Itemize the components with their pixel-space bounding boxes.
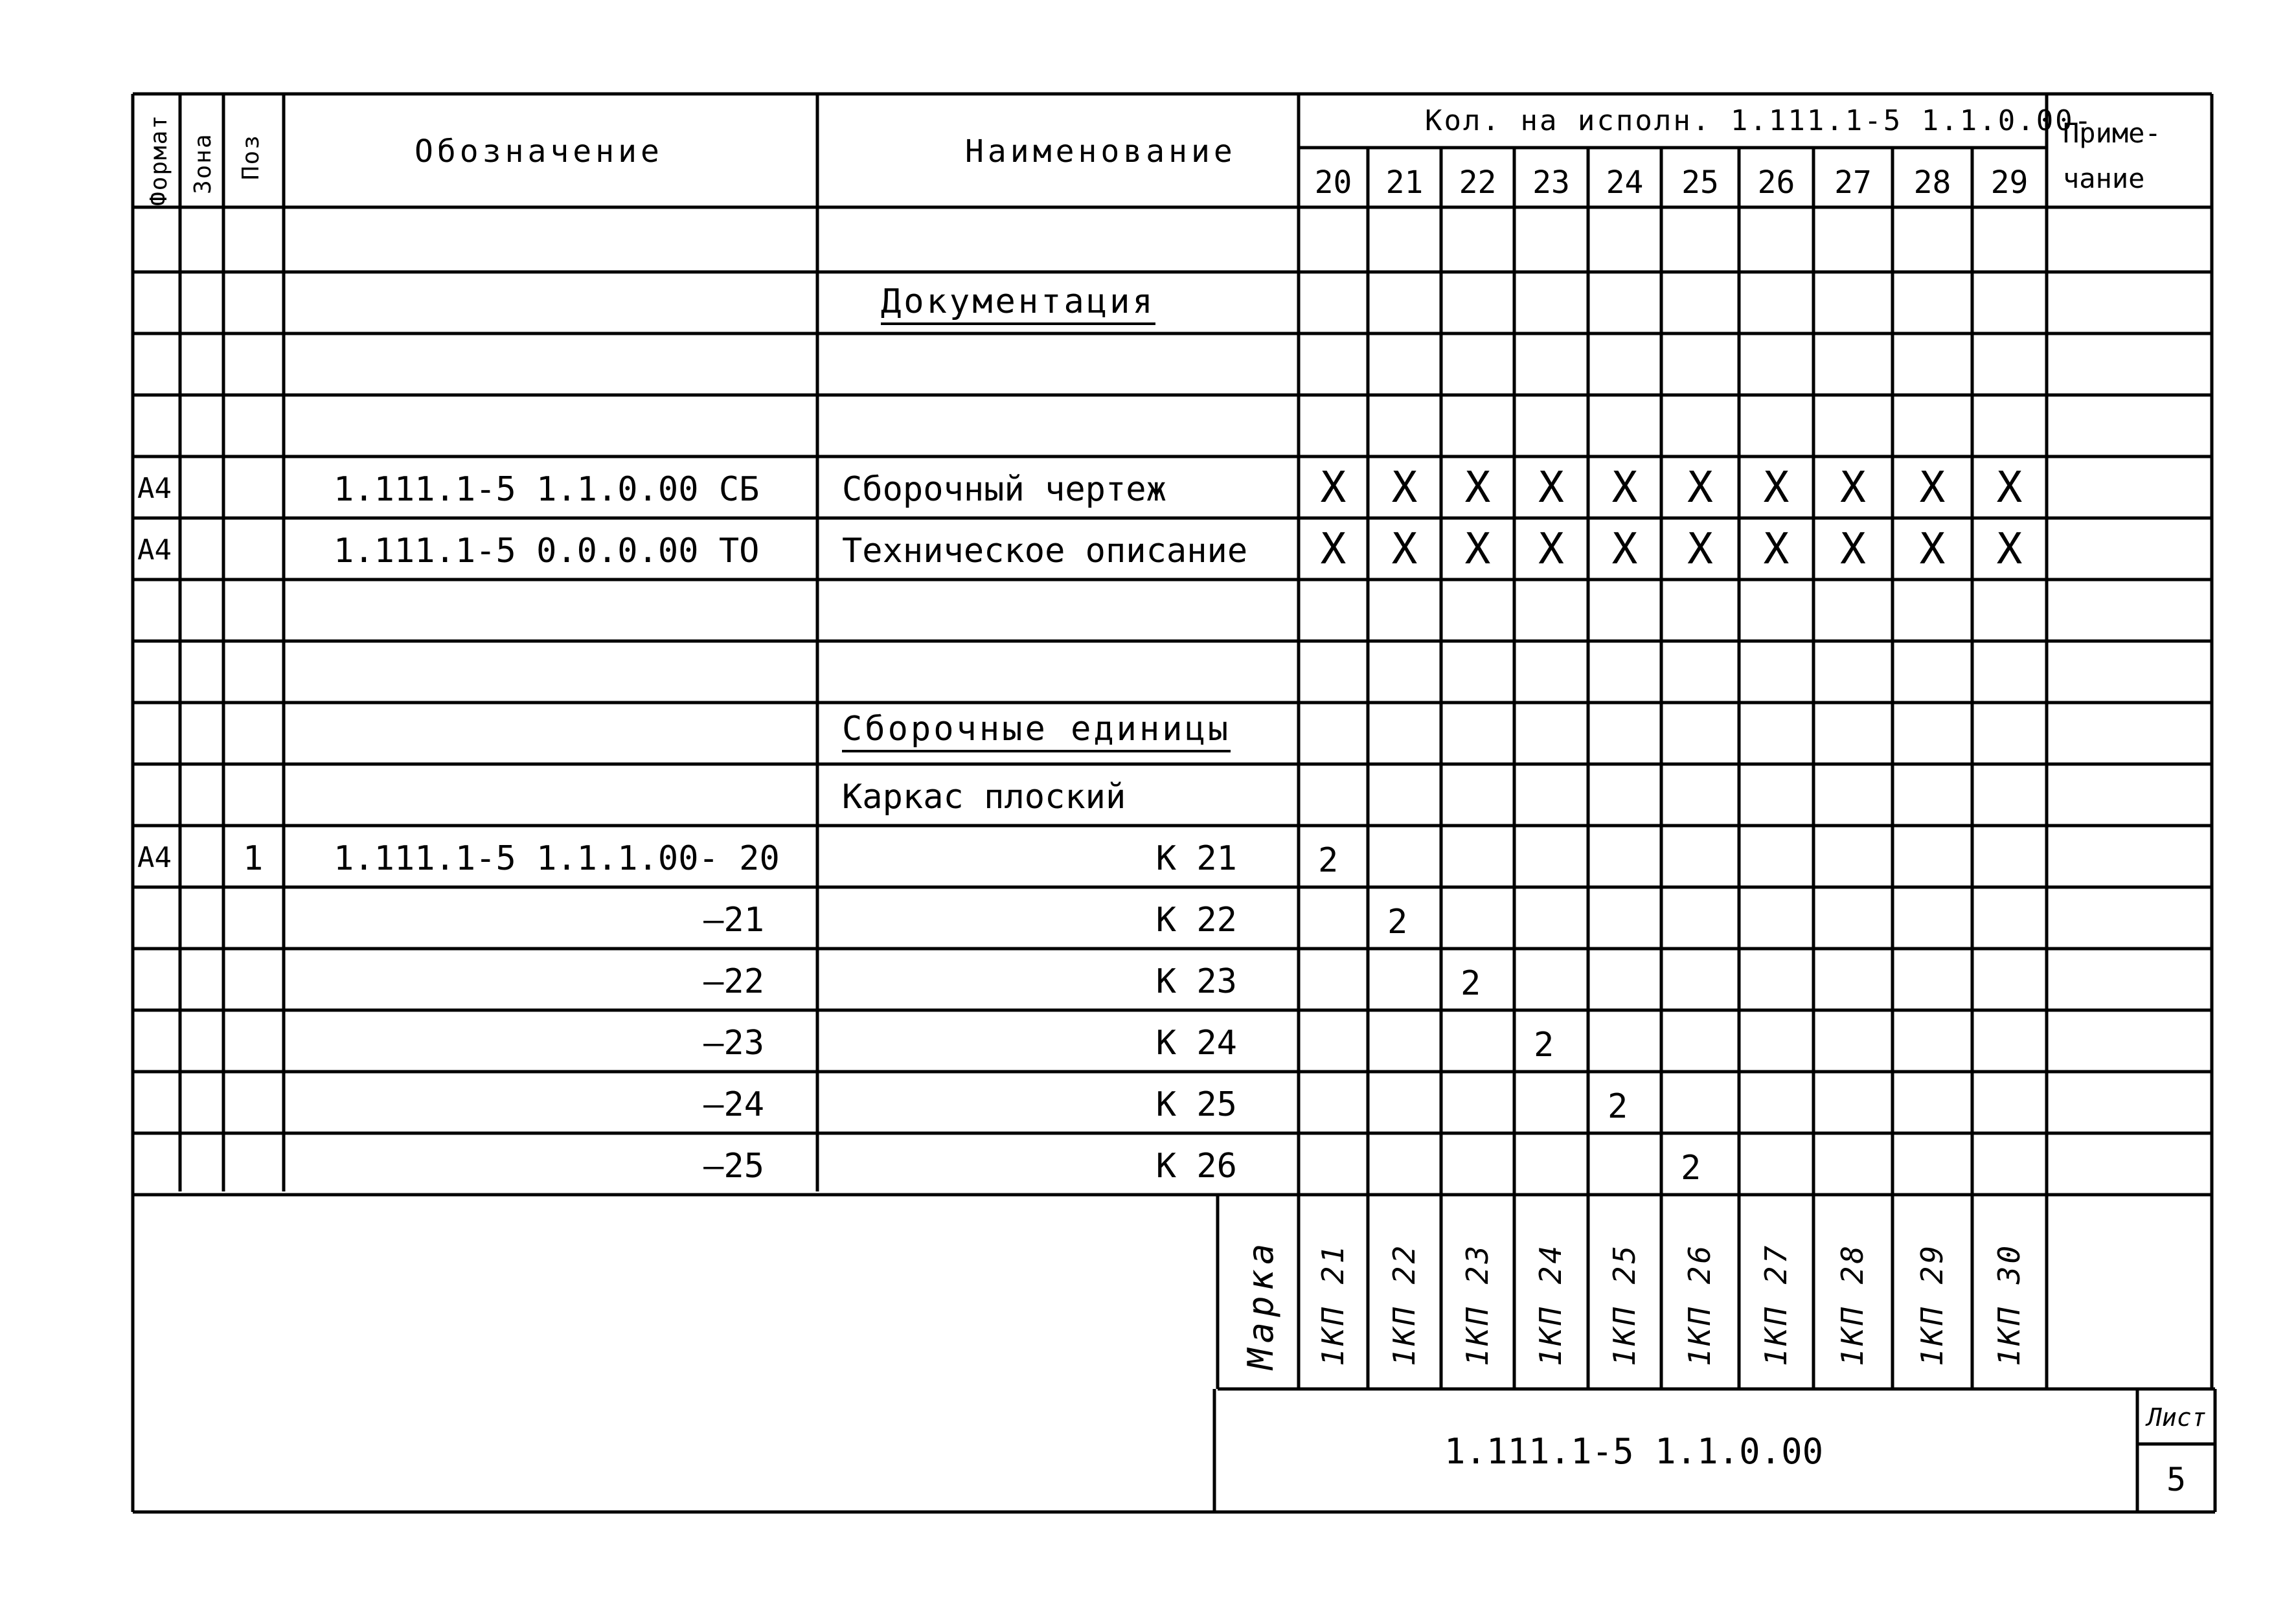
marks-label: Марка bbox=[1240, 1238, 1281, 1370]
section-frame: Каркас плоский bbox=[842, 778, 1126, 817]
variant-header: 20 bbox=[1314, 164, 1352, 201]
unit-row-qty: 2 bbox=[1318, 841, 1339, 880]
doc-row-format: А4 bbox=[137, 534, 172, 567]
cross-mark: X bbox=[1919, 462, 1946, 512]
header-pos: Поз bbox=[238, 133, 264, 180]
cross-mark: X bbox=[1763, 462, 1790, 512]
cross-mark: X bbox=[1996, 462, 2023, 512]
variant-header: 24 bbox=[1606, 164, 1644, 201]
unit-row-format: А4 bbox=[137, 841, 172, 874]
header-name: Наименование bbox=[965, 133, 1236, 170]
cross-mark: X bbox=[1320, 462, 1347, 512]
section-assembly-units: Сборочные единицы bbox=[842, 712, 1231, 752]
header-qty-title: Кол. на исполн. 1.111.1-5 1.1.0.00- bbox=[1425, 104, 2094, 137]
cross-mark: X bbox=[1687, 462, 1713, 512]
unit-row-qty: 2 bbox=[1387, 903, 1408, 942]
title-block-sheet-number: 5 bbox=[2166, 1461, 2187, 1498]
cross-mark: X bbox=[1763, 524, 1790, 574]
unit-row-name: К 21 bbox=[1155, 839, 1237, 878]
unit-row-designation: —23 bbox=[703, 1024, 764, 1063]
doc-row-format: А4 bbox=[137, 472, 172, 505]
cross-mark: X bbox=[1464, 462, 1491, 512]
unit-row-name: К 23 bbox=[1155, 962, 1237, 1001]
variant-header: 25 bbox=[1681, 164, 1719, 201]
mark-label: 1КП 23 bbox=[1460, 1243, 1495, 1366]
variant-header: 27 bbox=[1834, 164, 1872, 201]
mark-label: 1КП 24 bbox=[1533, 1243, 1568, 1366]
header-note-2: чание bbox=[2063, 163, 2145, 194]
title-block-code: 1.111.1-5 1.1.0.00 bbox=[1444, 1431, 1824, 1472]
cross-mark: X bbox=[1840, 524, 1866, 574]
cross-mark: X bbox=[1391, 524, 1418, 574]
unit-row-pos: 1 bbox=[243, 839, 264, 878]
variant-header: 28 bbox=[1913, 164, 1951, 201]
doc-row-name: Техническое описание bbox=[842, 532, 1248, 570]
mark-label: 1КП 29 bbox=[1915, 1243, 1950, 1366]
cross-mark: X bbox=[1611, 462, 1638, 512]
unit-row-qty: 2 bbox=[1608, 1087, 1628, 1126]
section-documentation: Документация bbox=[881, 285, 1155, 325]
unit-row-name: К 24 bbox=[1155, 1024, 1237, 1063]
unit-row-designation: —24 bbox=[703, 1085, 764, 1124]
unit-row-designation: 1.111.1-5 1.1.1.00- 20 bbox=[334, 839, 780, 878]
unit-row-designation: —21 bbox=[703, 901, 764, 940]
doc-row-designation: 1.111.1-5 1.1.0.00 СБ bbox=[334, 470, 760, 509]
unit-row-designation: —25 bbox=[703, 1147, 764, 1186]
header-note-1: Приме- bbox=[2063, 117, 2161, 149]
cross-mark: X bbox=[1464, 524, 1491, 574]
mark-label: 1КП 22 bbox=[1387, 1243, 1422, 1366]
mark-label: 1КП 30 bbox=[1992, 1243, 2027, 1366]
cross-mark: X bbox=[1538, 462, 1564, 512]
header-designation: Обозначение bbox=[415, 133, 663, 170]
title-block-sheet-label: Лист bbox=[2147, 1403, 2207, 1432]
variant-header: 26 bbox=[1757, 164, 1795, 201]
variant-header: 29 bbox=[1990, 164, 2029, 201]
mark-label: 1КП 21 bbox=[1315, 1243, 1350, 1366]
cross-mark: X bbox=[1391, 462, 1418, 512]
cross-mark: X bbox=[1996, 524, 2023, 574]
mark-label: 1КП 28 bbox=[1835, 1243, 1870, 1366]
cross-mark: X bbox=[1840, 462, 1866, 512]
mark-label: 1КП 27 bbox=[1758, 1243, 1793, 1366]
cross-mark: X bbox=[1320, 524, 1347, 574]
unit-row-name: К 26 bbox=[1155, 1147, 1237, 1186]
mark-label: 1КП 26 bbox=[1682, 1243, 1717, 1366]
unit-row-qty: 2 bbox=[1534, 1026, 1554, 1065]
variant-header: 23 bbox=[1532, 164, 1570, 201]
variant-header: 22 bbox=[1459, 164, 1497, 201]
cross-mark: X bbox=[1687, 524, 1713, 574]
variant-header: 21 bbox=[1385, 164, 1424, 201]
unit-row-name: К 22 bbox=[1155, 901, 1237, 940]
mark-label: 1КП 25 bbox=[1607, 1243, 1642, 1366]
cross-mark: X bbox=[1538, 524, 1564, 574]
doc-row-designation: 1.111.1-5 0.0.0.00 ТО bbox=[334, 532, 760, 570]
header-format: Формат bbox=[146, 113, 172, 206]
unit-row-qty: 2 bbox=[1681, 1149, 1701, 1188]
unit-row-designation: —22 bbox=[703, 962, 764, 1001]
header-zone: Зона bbox=[190, 133, 216, 194]
doc-row-name: Сборочный чертеж bbox=[842, 470, 1166, 509]
unit-row-qty: 2 bbox=[1461, 964, 1481, 1003]
cross-mark: X bbox=[1919, 524, 1946, 574]
unit-row-name: К 25 bbox=[1155, 1085, 1237, 1124]
cross-mark: X bbox=[1611, 524, 1638, 574]
